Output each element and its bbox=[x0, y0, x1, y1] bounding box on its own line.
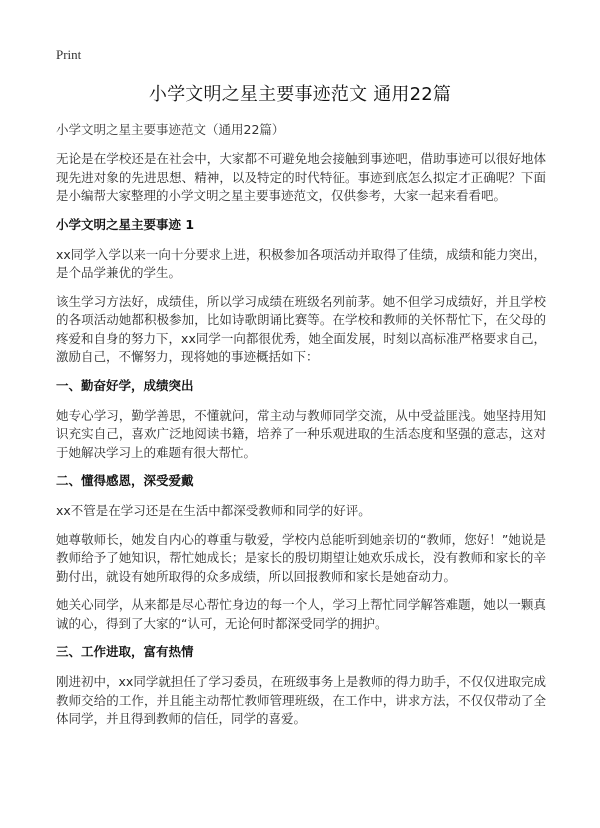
section-2-paragraph-3: 她关心同学，从来都是尽心帮忙身边的每一个人，学习上帮忙同学解答难题，她以一颗真诚的心，得到了大家的“认可，无论何时都深受同学的拥护。 bbox=[56, 597, 546, 631]
section-2-heading: 二、懂得感恩，深受爱戴 bbox=[56, 473, 194, 488]
print-link[interactable]: Print bbox=[56, 47, 82, 62]
article-paragraph-2: 该生学习方法好，成绩佳，所以学习成绩在班级名列前茅。她不但学习成绩好，并且学校的各项活动她都积极参加，比如诗歌朗诵比赛等。在学校和教师的关怀帮忙下，在父母的疼爱和自身的努力下，xx同学一向都很优秀，她全面发展，时刻以高标准严格要求自己，激励自己，不懈努力，现将她的事迹概括如下： bbox=[56, 293, 546, 364]
section-1-paragraph-1: 她专心学习，勤学善思，不懂就问，常主动与教师同学交流，从中受益匪浅。她坚持用知识充实自己，喜欢广泛地阅读书籍，培养了一种乐观进取的生活态度和坚强的意志，这对于她解决学习上的难题有很大帮忙。 bbox=[56, 407, 546, 460]
article-heading: 小学文明之星主要事迹 1 bbox=[56, 216, 195, 232]
section-2-paragraph-1: xx不管是在学习还是在生活中都深受教师和同学的好评。 bbox=[56, 503, 371, 518]
page-title: 小学文明之星主要事迹范文 通用22篇 bbox=[148, 84, 452, 105]
section-3-paragraph-1: 刚进初中，xx同学就担任了学习委员，在班级事务上是教师的得力助手，不仅仅进取完成教师交给的工作，并且能主动帮忙教师管理班级，在工作中，讲求方法，不仅仅带动了全体同学，并且得到教师的信任，同学的喜爱。 bbox=[56, 674, 546, 726]
article-body bbox=[56, 121, 546, 739]
section-2-paragraph-2: 她尊敬师长，她发自内心的尊重与敬爱，学校内总能听到她亲切的“教师，您好！”她说是教师给予了她知识，帮忙她成长；是家长的殷切期望让她欢乐成长，没有教师和家长的辛勤付出，就设有她所取得的众多成绩，所以回报教师和家长是她奋动力。 bbox=[56, 531, 546, 584]
document-subtitle: 小学文明之星主要事迹范文（通用22篇） bbox=[56, 122, 285, 137]
article-paragraph-1: xx同学入学以来一向十分要求上进，积极参加各项活动并取得了佳绩，成绩和能力突出，是个品学兼优的学生。 bbox=[56, 246, 546, 280]
section-1-heading: 一、勤奋好学，成绩突出 bbox=[56, 377, 194, 393]
intro-paragraph: 无论是在学校还是在社会中，大家都不可避免地会接触到事迹吧，借助事迹可以很好地体现先进对象的先进思想、精神，以及特定的时代特征。事迹到底怎么拟定才正确呢？下面是小编帮大家整理的小学文明之星主要事迹范文，仅供参考，大家一起来看看吧。 bbox=[56, 151, 546, 203]
section-3-heading: 三、工作进取，富有热情 bbox=[56, 644, 194, 659]
